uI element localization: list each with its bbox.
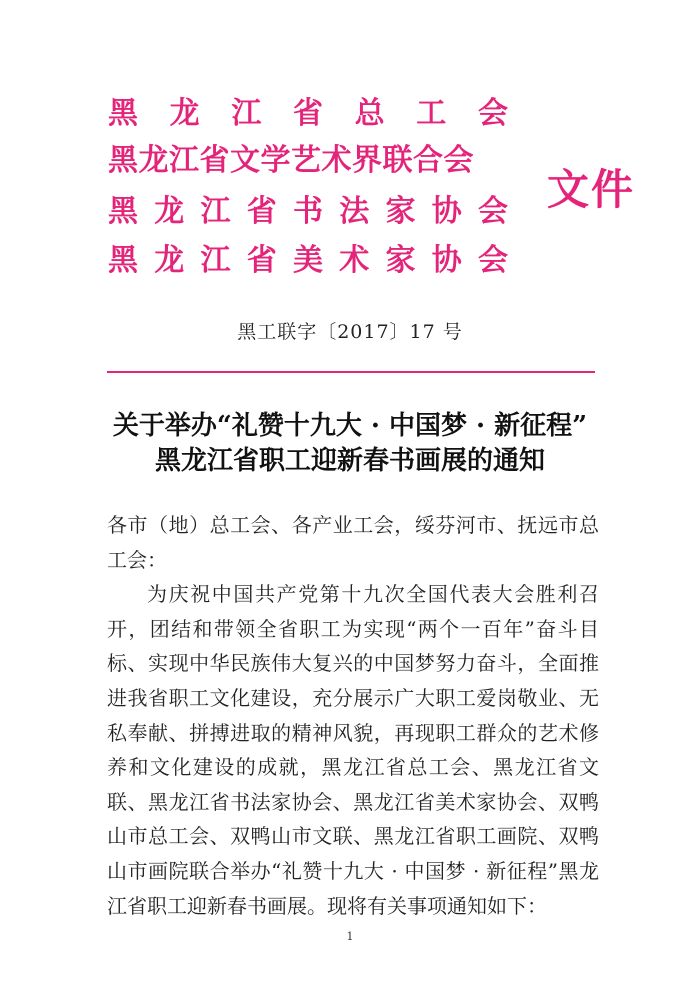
org-line-text: 省 — [246, 243, 277, 278]
org-line-text: 龙 — [169, 96, 200, 131]
org-line-text: 家 — [385, 194, 416, 229]
org-line-text: 龙 — [154, 194, 185, 229]
header-divider — [107, 371, 595, 373]
org-line-text: 总 — [354, 96, 385, 131]
document-header — [0, 0, 700, 300]
org-line-text: 江 — [200, 194, 231, 229]
notice-title-line-1: 关于举办“礼赞十九大 · 中国梦 · 新征程” — [112, 411, 588, 441]
org-line-2 — [108, 143, 508, 179]
org-line-text: 会 — [478, 194, 508, 229]
org-line-text: 协 — [431, 194, 462, 229]
org-line-text: 会 — [478, 243, 508, 278]
org-line-text: 协 — [431, 243, 462, 278]
org-line-text: 黑龙江省文学艺术界联合会 — [108, 143, 474, 178]
org-line-text: 法 — [339, 194, 370, 229]
org-line-text: 书 — [293, 194, 323, 229]
org-line-1 — [108, 96, 508, 132]
org-line-text: 黑 — [108, 243, 138, 278]
org-line-text: 家 — [385, 243, 416, 278]
org-line-3 — [108, 194, 508, 230]
org-line-text: 工 — [416, 96, 447, 131]
org-line-text: 省 — [246, 194, 277, 229]
org-line-text: 江 — [231, 96, 262, 131]
org-line-text: 术 — [339, 243, 370, 278]
salutation: 各市（地）总工会、各产业工会，绥芬河市、抚远市总工会： — [107, 513, 599, 572]
page-number: 1 — [346, 930, 354, 943]
org-line-text: 龙 — [154, 243, 185, 278]
org-line-text: 美 — [293, 243, 323, 278]
org-line-text: 黑 — [108, 194, 138, 229]
body-paragraph: 为庆祝中国共产党第十九次全国代表大会胜利召开，团结和带领全省职工为实现“两个一百年”奋斗目标、实现中华民族伟大复兴的中国梦努力奋斗，全面推进我省职工文化建设，充分展示广大职工爱岗敬业、无私奉献、拼搏进取的精神风貌，再现职工群众的艺术修养和文化建设的成就，黑龙江省总工会、黑龙江省文联、黑龙江省书法家协会、黑龙江省美术家协会、双鸭山市总工会、双鸭山市文联、黑龙江省职工画院、双鸭山市画院联合举办“礼赞十九大 · 中国梦 · 新征程”黑龙江省职工迎新春书画展。现将有关事项通知如下： — [107, 582, 599, 918]
org-line-text: 黑 — [108, 96, 138, 131]
org-line-text: 省 — [292, 96, 323, 131]
document-number: 黑工联字〔2017〕17 号 — [237, 321, 463, 343]
notice-title-line-2: 黑龙江省职工迎新春书画展的通知 — [154, 446, 545, 476]
org-line-text: 江 — [200, 243, 231, 278]
notice-body — [107, 508, 599, 923]
document-type-label: 文件 — [547, 165, 636, 214]
org-line-4 — [108, 243, 508, 279]
org-line-text: 会 — [477, 96, 508, 131]
